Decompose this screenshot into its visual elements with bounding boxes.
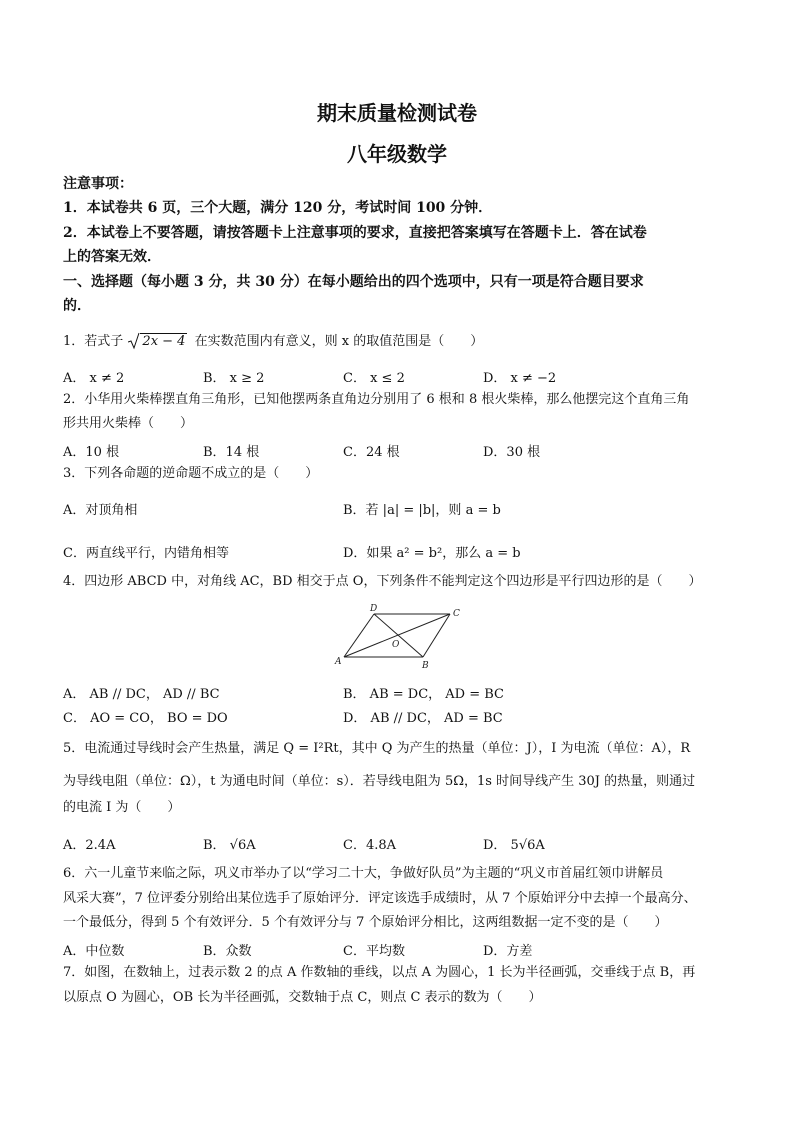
q5-option-c: C．4.8A bbox=[343, 838, 397, 853]
side-bc bbox=[423, 614, 450, 657]
q1-option-a: A． x ≠ 2 bbox=[63, 371, 125, 386]
label-b: B bbox=[422, 661, 429, 671]
question-5-line-1: 5．电流通过导线时会产生热量，满足 Q = I²Rt，其中 Q 为产生的热量（单位：J），I 为电流（单位：A），R bbox=[63, 741, 691, 756]
q4-option-d: D． AB // DC， AD = BC bbox=[343, 711, 503, 726]
note-2-line-1: 2．本试卷上不要答题，请按答题卡上注意事项的要求，直接把答案填写在答题卡上．答在试卷 bbox=[63, 225, 647, 241]
exam-subtitle: 八年级数学 bbox=[347, 142, 447, 166]
q1-radical bbox=[130, 334, 187, 350]
q3-option-c: C．两直线平行，内错角相等 bbox=[63, 546, 229, 561]
q4-option-b: B． AB = DC， AD = BC bbox=[343, 687, 504, 702]
q1-stem-post: 在实数范围内有意义，则 x 的取值范围是（ ） bbox=[194, 334, 484, 349]
note-2-line-2: 上的答案无效． bbox=[63, 249, 161, 265]
label-o: O bbox=[392, 640, 400, 650]
q1-option-b: B． x ≥ 2 bbox=[203, 371, 265, 386]
parallelogram-figure bbox=[330, 602, 470, 672]
q2-option-c: C．24 根 bbox=[343, 445, 400, 460]
question-4-stem: 4．四边形 ABCD 中，对角线 AC，BD 相交于点 O，下列条件不能判定这个四边形是平行四边形的是（ ） bbox=[63, 574, 702, 589]
question-6-line-1: 6．六一儿童节来临之际，巩义市举办了以“学习二十大，争做好队员”为主题的“巩义市首届红领巾讲解员 bbox=[63, 866, 664, 881]
q1-option-c: C． x ≤ 2 bbox=[343, 371, 405, 386]
q4-option-a: A． AB // DC， AD // BC bbox=[63, 687, 220, 702]
notes-heading: 注意事项： bbox=[63, 176, 133, 192]
q4-option-c: C． AO = CO， BO = DO bbox=[63, 711, 228, 726]
question-2-line-2: 形共用火柴棒（ ） bbox=[63, 416, 194, 431]
q2-option-b: B．14 根 bbox=[203, 445, 260, 460]
q3-option-d: D．如果 a² = b²，那么 a = b bbox=[343, 546, 521, 561]
question-2-line-1: 2．小华用火柴棒摆直角三角形，已知他摆两条直角边分别用了 6 根和 8 根火柴棒，那么他摆完这个直角三角 bbox=[63, 392, 690, 407]
q5-option-b: B． √6A bbox=[203, 838, 256, 853]
q1-stem-pre: 1．若式子 bbox=[63, 334, 124, 349]
section-1-line-1: 一、选择题（每小题 3 分，共 30 分）在每小题给出的四个选项中，只有一项是符合题目要求 bbox=[63, 274, 644, 290]
question-5-line-2: 为导线电阻（单位：Ω），t 为通电时间（单位：s）．若导线电阻为 5Ω，1s 时间导线产生 30J 的热量，则通过 bbox=[63, 774, 696, 789]
question-6-line-3: 一个最低分，得到 5 个有效评分．5 个有效评分与 7 个原始评分相比，这两组数据一定不变的是（ ） bbox=[63, 915, 668, 930]
question-3-stem: 3．下列各命题的逆命题不成立的是（ ） bbox=[63, 466, 319, 481]
q6-option-c: C．平均数 bbox=[343, 944, 405, 959]
q6-option-b: B．众数 bbox=[203, 944, 252, 959]
q5-option-d: D． 5√6A bbox=[483, 838, 545, 853]
q1-option-d: D． x ≠ −2 bbox=[483, 371, 557, 386]
diagonal-bd bbox=[374, 614, 423, 657]
section-1-line-2: 的． bbox=[63, 298, 91, 314]
label-c: C bbox=[453, 609, 460, 619]
note-1: 1．本试卷共 6 页，三个大题，满分 120 分，考试时间 100 分钟． bbox=[63, 200, 493, 216]
q3-option-b: B．若 |a| = |b|，则 a = b bbox=[343, 503, 501, 518]
q6-option-a: A．中位数 bbox=[63, 944, 125, 959]
q3-option-a: A．对顶角相 bbox=[63, 503, 138, 518]
exam-title: 期末质量检测试卷 bbox=[317, 101, 477, 125]
label-d: D bbox=[370, 604, 378, 614]
q2-option-a: A．10 根 bbox=[63, 445, 120, 460]
q1-radicand: 2x − 4 bbox=[142, 334, 186, 349]
question-6-line-2: 风采大赛”，7 位评委分别给出某位选手了原始评分．评定该选手成绩时，从 7 个原始评分中去掉一个最高分、 bbox=[63, 891, 697, 906]
square-root-sign-icon bbox=[128, 332, 140, 350]
diagonal-ac bbox=[344, 614, 450, 657]
q2-option-d: D．30 根 bbox=[483, 445, 541, 460]
label-a: A bbox=[335, 657, 342, 667]
question-7-line-1: 7．如图，在数轴上，过表示数 2 的点 A 作数轴的垂线，以点 A 为圆心，1 长为半径画弧，交垂线于点 B，再 bbox=[63, 965, 696, 980]
q5-option-a: A．2.4A bbox=[63, 838, 116, 853]
q6-option-d: D．方差 bbox=[483, 944, 533, 959]
question-5-line-3: 的电流 I 为（ ） bbox=[63, 800, 181, 815]
question-1-stem bbox=[63, 334, 744, 350]
question-7-line-2: 以原点 O 为圆心，OB 长为半径画弧，交数轴于点 C，则点 C 表示的数为（ ） bbox=[63, 990, 542, 1005]
